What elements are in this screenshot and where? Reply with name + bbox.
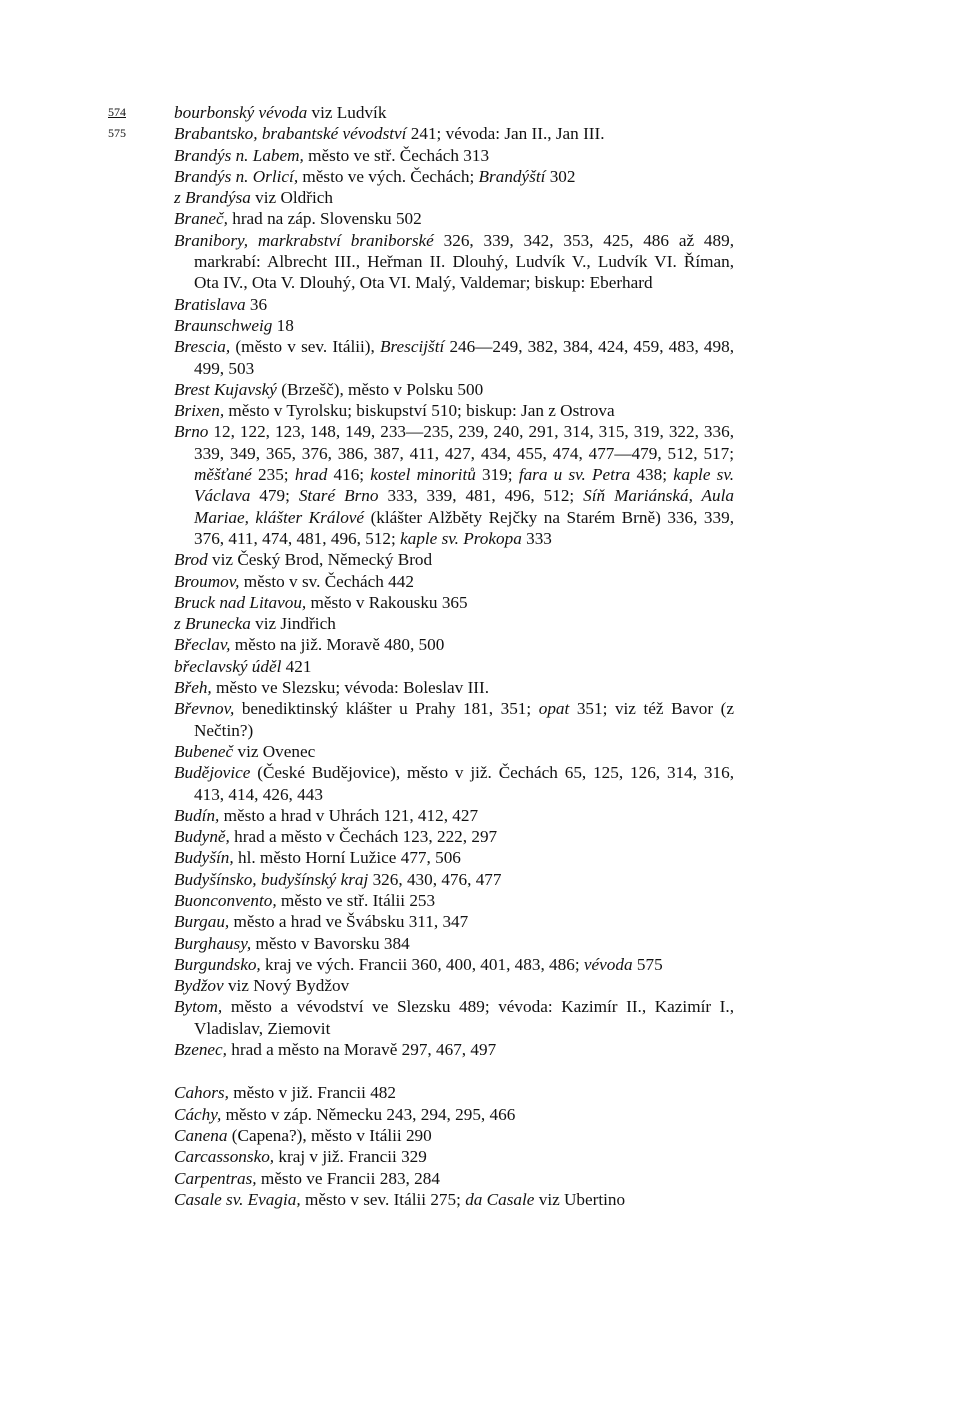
index-entry	[174, 166, 734, 187]
entry-text: město a hrad v Uhrách 121, 412, 427	[219, 805, 479, 825]
entry-text: viz Oldřich	[250, 188, 333, 208]
entry-text: město v Rakousku 365	[306, 592, 468, 612]
entry-text: viz Ovenec	[233, 741, 316, 761]
entry-headword: Budějovice	[174, 763, 251, 783]
entry-text: město v Bavorsku 384	[251, 933, 410, 953]
entry-headword: Brandýs n. Orlicí,	[174, 166, 299, 186]
index-entry	[174, 336, 734, 379]
entry-text: 326, 339, 342, 353, 425, 486 až 489, markrabí: Albrecht III., Heřman II. Dlouhý, Ludvík V., Ludvík VI. Říman, Ota IV., Ota V. Dlouhý, Ota VI. Malý, Valdemar; biskup: Eberhard	[194, 230, 734, 293]
entry-headword: Břeh,	[174, 678, 212, 698]
entry-text: 333	[521, 528, 552, 548]
page-number-margin	[108, 102, 148, 145]
index-entry	[174, 379, 734, 400]
entry-headword: Břeclav,	[174, 635, 231, 655]
entry-text: město v sv. Čechách 442	[239, 571, 414, 591]
page-number: 575	[108, 126, 126, 141]
index-entry	[174, 230, 734, 294]
entry-text: 333, 339, 481, 496, 512;	[378, 486, 584, 506]
index-entry	[174, 1082, 734, 1103]
index-entry	[174, 145, 734, 166]
index-entry	[174, 869, 734, 890]
entry-headword: Braneč,	[174, 209, 228, 229]
entry-headword: Brescijští	[379, 337, 445, 357]
index-entry	[174, 592, 734, 613]
entry-text: město a vévodství ve Slezsku 489; vévoda: Kazimír II., Kazimír I., Vladislav, Ziemovit	[194, 997, 734, 1038]
entry-text: město v záp. Německu 243, 294, 295, 466	[221, 1104, 516, 1124]
entry-text: hrad a město na Moravě 297, 467, 497	[226, 1040, 497, 1060]
entry-text: 36	[245, 294, 268, 314]
entry-text: (klášter Alžběty Rejčky na Starém Brně) 336, 339, 376, 411, 474, 481, 496, 512;	[194, 507, 734, 548]
entry-headword: Budyšín,	[174, 848, 234, 868]
entry-text: 12, 122, 123, 148, 149, 233—235, 239, 240, 291, 314, 315, 319, 322, 336, 339, 349, 365, 376, 386, 387, 411, 427, 434, 455, 474, 477—479, 512, 517;	[194, 422, 734, 463]
entry-text: město a hrad ve Švábsku 311, 347	[229, 912, 469, 932]
entry-headword: Budín,	[174, 805, 220, 825]
entry-text: 479;	[250, 486, 299, 506]
index-entry	[174, 954, 734, 975]
index-entry	[174, 549, 734, 570]
entry-text: 438;	[630, 465, 674, 485]
entry-headword: Bruck nad Litavou,	[174, 592, 307, 612]
index-entry	[174, 123, 734, 144]
entry-headword: Brandýští	[478, 166, 546, 186]
entry-headword: Brno	[174, 422, 209, 442]
index-entries	[174, 102, 734, 1210]
section-gap	[174, 1060, 734, 1082]
entry-text: 235;	[251, 465, 295, 485]
entry-headword: z Brandýsa	[174, 188, 251, 208]
index-entry	[174, 698, 734, 741]
index-entry	[174, 400, 734, 421]
index-entry	[174, 613, 734, 634]
entry-headword: Cahors,	[174, 1083, 229, 1103]
entry-text: viz Český Brod, Německý Brod	[207, 550, 433, 570]
entry-headword: bourbonský vévoda	[174, 103, 308, 122]
entry-text: 319;	[475, 465, 519, 485]
entry-headword: Brescia,	[174, 337, 231, 357]
entry-headword: měšťané	[194, 465, 252, 485]
entry-text: viz Jindřich	[250, 614, 336, 634]
entry-headword: kaple sv. Václava	[194, 465, 735, 506]
index-entry	[174, 187, 734, 208]
entry-headword: Canena	[174, 1125, 228, 1145]
entry-text: město ve vých. Čechách;	[298, 166, 479, 186]
entry-text: 302	[545, 166, 576, 186]
entry-headword: Burgundsko,	[174, 954, 261, 974]
entry-headword: Buonconvento,	[174, 890, 277, 910]
entry-text: viz Ubertino	[534, 1189, 626, 1209]
entry-text: město ve stř. Čechách 313	[303, 145, 490, 165]
entry-headword: Braunschweig	[174, 315, 273, 335]
entry-text: město na již. Moravě 480, 500	[230, 635, 445, 655]
entry-text: viz Nový Bydžov	[223, 976, 350, 996]
page-number: 574	[108, 105, 126, 119]
entry-text: město ve Francii 283, 284	[256, 1168, 440, 1188]
entry-headword: kaple sv. Prokopa	[400, 528, 522, 548]
entry-headword: Brixen,	[174, 401, 225, 421]
index-entry	[174, 634, 734, 655]
entry-text: 18	[272, 315, 294, 335]
entry-text: (Brzešč), město v Polsku 500	[276, 379, 484, 399]
entry-text: (město v sev. Itálii),	[230, 337, 380, 357]
entry-headword: Bratislava	[174, 294, 246, 314]
entry-headword: z Brunecka	[174, 614, 251, 634]
index-entry	[174, 826, 734, 847]
entry-text: 575	[632, 954, 663, 974]
index-entry	[174, 847, 734, 868]
entry-text: 326, 430, 476, 477	[368, 869, 502, 889]
entry-text: 241; vévoda: Jan II., Jan III.	[406, 124, 605, 144]
entry-headword: Carcassonsko,	[174, 1147, 275, 1167]
index-entry	[174, 741, 734, 762]
index-entry	[174, 571, 734, 592]
index-entry	[174, 656, 734, 677]
entry-headword: Bzenec,	[174, 1040, 227, 1060]
entry-headword: Budyně,	[174, 827, 230, 847]
entry-headword: kostel minoritů	[370, 465, 476, 485]
entry-text: město v sev. Itálii 275;	[300, 1189, 466, 1209]
index-entry	[174, 421, 734, 549]
index-entry	[174, 315, 734, 336]
entry-headword: Carpentras,	[174, 1168, 257, 1188]
entry-text: město ve Slezsku; vévoda: Boleslav III.	[211, 678, 490, 698]
index-entry	[174, 805, 734, 826]
entry-headword: Burghausy,	[174, 933, 252, 953]
entry-text: (Capena?), město v Itálii 290	[227, 1125, 432, 1145]
entry-headword: Brod	[174, 550, 208, 570]
index-entry	[174, 1104, 734, 1125]
index-entry	[174, 208, 734, 229]
index-entry	[174, 1189, 734, 1210]
entry-headword: Branibory, markrabství braniborské	[174, 230, 434, 250]
entry-text: 421	[281, 656, 312, 676]
entry-headword: fara u sv. Petra	[518, 465, 631, 485]
entry-text: město v již. Francii 482	[228, 1083, 396, 1103]
entry-headword: břeclavský úděl	[174, 656, 282, 676]
entry-headword: Síň Mariánská, Aula Mariae, klášter Králové	[194, 486, 734, 527]
entry-headword: Břevnov,	[174, 699, 235, 719]
entry-headword: Budyšínsko, budyšínský kraj	[174, 869, 369, 889]
index-entry	[174, 294, 734, 315]
entry-text: město ve stř. Itálii 253	[276, 890, 436, 910]
entry-text: 416;	[327, 465, 371, 485]
entry-headword: vévoda	[583, 954, 633, 974]
index-entry	[174, 996, 734, 1039]
index-entry	[174, 975, 734, 996]
entry-headword: hrad	[294, 465, 328, 485]
entry-text: kraj ve vých. Francii 360, 400, 401, 483, 486;	[260, 954, 584, 974]
index-entry	[174, 1039, 734, 1060]
index-entry	[174, 102, 734, 123]
entry-headword: Cáchy,	[174, 1104, 222, 1124]
entry-headword: opat	[538, 699, 570, 719]
entry-headword: Bydžov	[174, 976, 224, 996]
index-entry	[174, 933, 734, 954]
entry-headword: da Casale	[465, 1189, 535, 1209]
index-entry	[174, 677, 734, 698]
index-entry	[174, 1168, 734, 1189]
entry-headword: Bubeneč	[174, 741, 234, 761]
entry-headword: Bytom,	[174, 997, 223, 1017]
entry-text: hrad a město v Čechách 123, 222, 297	[229, 827, 498, 847]
entry-text: 246—249, 382, 384, 424, 459, 483, 498, 499, 503	[194, 337, 735, 378]
entry-headword: Brest Kujavský	[174, 379, 277, 399]
entry-headword: Brandýs n. Labem,	[174, 145, 304, 165]
entry-text: kraj v již. Francii 329	[274, 1147, 427, 1167]
entry-headword: Casale sv. Evagia,	[174, 1189, 301, 1209]
entry-text: 351; viz též Bavor (z Nečtin?)	[194, 699, 734, 740]
entry-text: hl. město Horní Lužice 477, 506	[233, 848, 461, 868]
entry-text: viz Ludvík	[307, 103, 387, 122]
entry-headword: Brabantsko, brabantské vévodství	[174, 124, 407, 144]
index-entry	[174, 911, 734, 932]
entry-headword: Broumov,	[174, 571, 240, 591]
entry-text: město v Tyrolsku; biskupství 510; biskup: Jan z Ostrova	[224, 401, 615, 421]
entry-text: benediktinský klášter u Prahy 181, 351;	[234, 699, 539, 719]
index-entry	[174, 1125, 734, 1146]
index-entry	[174, 1146, 734, 1167]
entry-text: hrad na záp. Slovensku 502	[227, 209, 422, 229]
index-entry	[174, 762, 734, 805]
index-entry	[174, 890, 734, 911]
entry-headword: Staré Brno	[298, 486, 379, 506]
entry-headword: Burgau,	[174, 912, 230, 932]
entry-text: (České Budějovice), město v již. Čechách 65, 125, 126, 314, 316, 413, 414, 426, 443	[194, 763, 734, 804]
